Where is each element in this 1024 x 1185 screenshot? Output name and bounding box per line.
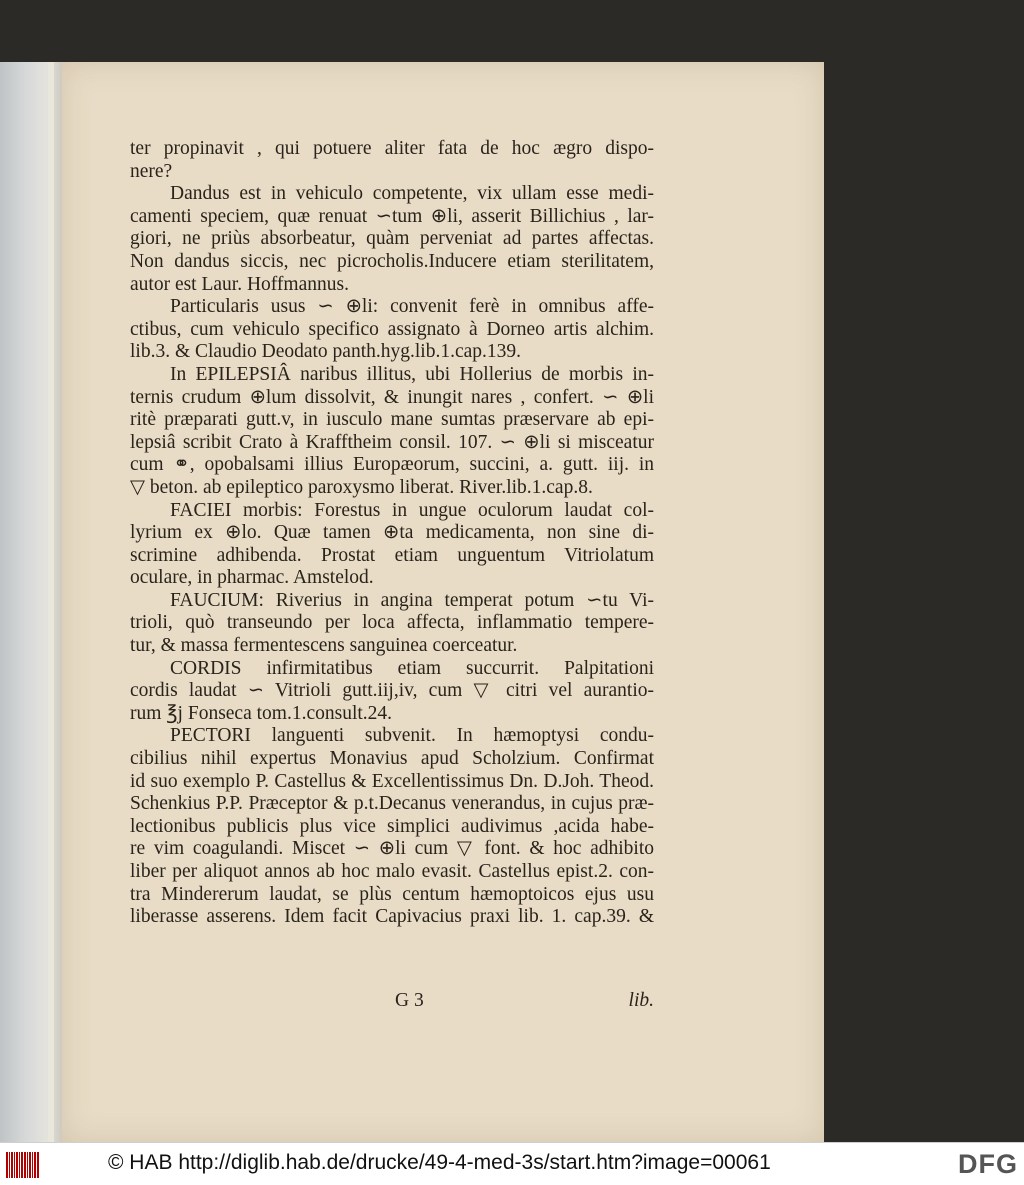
dfg-logo[interactable]: DFG	[958, 1149, 1018, 1179]
copyright-url[interactable]: © HAB http://diglib.hab.de/drucke/49-4-med-3s/start.htm?image=00061	[108, 1151, 771, 1174]
hab-logo-icon[interactable]	[6, 1152, 48, 1178]
text-line: ▽ beton. ab epileptico paroxysmo liberat. River.lib.1.cap.8.	[130, 476, 593, 498]
text-line: giori, ne priùs absorbeatur, quàm perveniat ad partes affectas.	[130, 228, 654, 250]
text-line: trioli, quò transeundo per loca affecta, inflammatio tempere-	[130, 612, 654, 634]
text-line: liber per aliquot annos ab hoc malo evasit. Castellus epist.2. con-	[130, 861, 654, 882]
page-text	[130, 138, 654, 929]
text-line: oculare, in pharmac. Amstelod.	[130, 567, 374, 589]
text-line: lepsiâ scribit Crato à Krafftheim consil. 107. ∽ ⊕li si misceatur	[130, 431, 654, 453]
page-edge-strip	[48, 62, 54, 1142]
viewer-footer-bar	[0, 1142, 1024, 1185]
text-line: liberasse asserens. Idem facit Capivacius praxi lib. 1. cap.39. &	[130, 906, 654, 928]
text-line: lectionibus publicis plus vice simplici audivimus ,acida habe-	[130, 815, 654, 837]
text-line: FACIEI morbis: Forestus in ungue oculorum laudat col-	[170, 499, 654, 521]
signature-mark: G 3	[395, 990, 424, 1011]
text-line: Schenkius P.P. Præceptor & p.t.Decanus venerandus, in cujus præ-	[130, 793, 654, 815]
text-line: ritè præparati gutt.v, in iusculo mane sumtas præservare ab epi-	[130, 409, 654, 431]
book-page	[62, 62, 824, 1142]
text-line: id suo exemplo P. Castellus & Excellentissimus Dn. D.Joh. Theod.	[130, 770, 654, 792]
text-line: nere?	[130, 160, 173, 182]
text-line: autor est Laur. Hoffmannus.	[130, 273, 349, 295]
text-line: tur, & massa fermentescens sanguinea coerceatur.	[130, 635, 518, 657]
text-line: lib.3. & Claudio Deodato panth.hyg.lib.1.cap.139.	[130, 341, 522, 363]
text-line: ternis crudum ⊕lum dissolvit, & inungit nares , confert. ∽ ⊕li	[130, 386, 654, 408]
text-line: camenti speciem, quæ renuat ∽tum ⊕li, asserit Billichius , lar-	[130, 205, 654, 227]
text-line: PECTORI languenti subvenit. In hæmoptysi condu-	[170, 725, 654, 747]
text-line: ter propinavit , qui potuere aliter fata de hoc ægro dispo-	[130, 138, 654, 159]
text-line: re vim coagulandi. Miscet ∽ ⊕li cum ▽ font. & hoc adhibito	[130, 838, 654, 860]
text-line: cum ⚭, opobalsami illius Europæorum, succini, a. gutt. iij. in	[130, 454, 654, 476]
text-line: lyrium ex ⊕lo. Quæ tamen ⊕ta medicamenta, non sine di-	[130, 522, 654, 544]
text-line: tra Mindererum laudat, se plùs centum hæmoptoicos ejus usu	[130, 883, 654, 905]
text-line: Dandus est in vehiculo competente, vix ullam esse medi-	[170, 183, 654, 205]
text-line: Non dandus siccis, nec picrocholis.Inducere etiam sterilitatem,	[130, 250, 654, 272]
text-line: rum ℥j Fonseca tom.1.consult.24.	[130, 702, 393, 724]
text-line: cordis laudat ∽ Vitrioli gutt.iij,iv, cum ▽ citri vel aurantio-	[130, 680, 654, 702]
text-line: Particularis usus ∽ ⊕li: convenit ferè in omnibus affe-	[170, 296, 654, 318]
text-line: CORDIS infirmitatibus etiam succurrit. Palpitationi	[170, 657, 654, 679]
text-line: In EPILEPSIÂ naribus illitus, ubi Hollerius de morbis in-	[170, 363, 654, 385]
text-line: cibilius nihil expertus Monavius apud Scholzium. Confirmat	[130, 748, 654, 770]
text-line: ctibus, cum vehiculo specifico assignato à Dorneo artis alchim.	[130, 318, 654, 340]
text-line: FAUCIUM: Riverius in angina temperat potum ∽tu Vi-	[170, 589, 654, 611]
text-line: scrimine adhibenda. Prostat etiam unguentum Vitriolatum	[130, 544, 654, 566]
catchword: lib.	[628, 990, 654, 1011]
